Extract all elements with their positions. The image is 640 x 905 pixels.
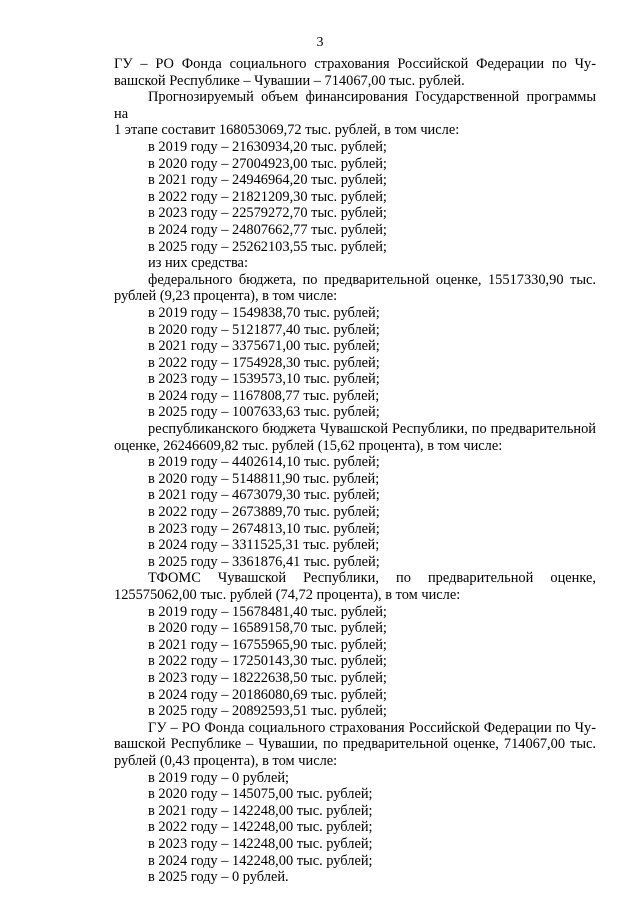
text-line: оценке, 26246609,82 тыс. рублей (15,62 процента), в том числе:: [114, 437, 503, 454]
text-line: в 2020 году – 5121877,40 тыс. рублей;: [148, 321, 380, 338]
text-line: республиканского бюджета Чувашской Республики, по предварительной: [148, 421, 596, 438]
text-line: в 2020 году – 5148811,90 тыс. рублей;: [148, 470, 380, 487]
page-number: 3: [316, 35, 324, 50]
text-line: в 2024 году – 142248,00 тыс. рублей;: [148, 852, 373, 869]
text-line: в 2020 году – 145075,00 тыс. рублей;: [148, 786, 373, 803]
text-line: в 2022 году – 1754928,30 тыс. рублей;: [148, 354, 380, 371]
text-line: в 2024 году – 1167808,77 тыс. рублей;: [148, 387, 380, 404]
text-line: в 2021 году – 4673079,30 тыс. рублей;: [148, 487, 380, 504]
text-line: вашской Республике – Чувашии – 714067,00 тыс. рублей.: [114, 72, 465, 89]
text-line: в 2019 году – 15678481,40 тыс. рублей;: [148, 603, 387, 620]
text-line: из них средства:: [148, 255, 248, 272]
text-line: в 2025 году – 3361876,41 тыс. рублей;: [148, 553, 380, 570]
text-line: ТФОМС Чувашской Республики, по предварительной оценке,: [148, 570, 596, 587]
text-line: в 2023 году – 1539573,10 тыс. рублей;: [148, 371, 380, 388]
text-line: в 2022 году – 142248,00 тыс. рублей;: [148, 819, 373, 836]
text-line: в 2024 году – 20186080,69 тыс. рублей;: [148, 686, 387, 703]
text-line: в 2025 году – 25262103,55 тыс. рублей;: [148, 238, 387, 255]
text-line: в 2025 году – 0 рублей.: [148, 869, 289, 886]
text-line: Прогнозируемый объем финансирования Государственной программы на: [114, 89, 596, 122]
text-line: в 2020 году – 27004923,00 тыс. рублей;: [148, 155, 387, 172]
text-line: 1 этапе составит 168053069,72 тыс. рублей, в том числе:: [114, 122, 460, 139]
text-line: федерального бюджета, по предварительной оценке, 15517330,90 тыс.: [148, 271, 596, 288]
text-line: в 2024 году – 24807662,77 тыс. рублей;: [148, 221, 387, 238]
text-line: в 2021 году – 24946964,20 тыс. рублей;: [148, 172, 387, 189]
text-line: в 2025 году – 20892593,51 тыс. рублей;: [148, 703, 387, 720]
text-line: в 2022 году – 17250143,30 тыс. рублей;: [148, 653, 387, 670]
text-line: в 2023 году – 18222638,50 тыс. рублей;: [148, 669, 387, 686]
text-line: в 2025 году – 1007633,63 тыс. рублей;: [148, 404, 380, 421]
text-line: в 2023 году – 22579272,70 тыс. рублей;: [148, 205, 387, 222]
text-line: в 2023 году – 2674813,10 тыс. рублей;: [148, 520, 380, 537]
text-line: в 2024 году – 3311525,31 тыс. рублей;: [148, 537, 380, 554]
text-line: в 2020 году – 16589158,70 тыс. рублей;: [148, 620, 387, 637]
text-line: в 2022 году – 21821209,30 тыс. рублей;: [148, 188, 387, 205]
text-line: вашской Республике – Чувашии, по предварительной оценке, 714067,00 тыс.: [114, 736, 596, 753]
document-body: [114, 56, 596, 886]
text-line: рублей (9,23 процента), в том числе:: [114, 288, 338, 305]
text-line: ГУ – РО Фонда социального страхования Российской Федерации по Чу-: [148, 719, 596, 736]
text-line: в 2021 году – 16755965,90 тыс. рублей;: [148, 636, 387, 653]
text-line: в 2021 году – 142248,00 тыс. рублей;: [148, 802, 373, 819]
text-line: рублей (0,43 процента), в том числе:: [114, 752, 338, 769]
text-line: в 2019 году – 0 рублей;: [148, 769, 290, 786]
text-line: в 2019 году – 1549838,70 тыс. рублей;: [148, 304, 380, 321]
text-line: 125575062,00 тыс. рублей (74,72 процента), в том числе:: [114, 587, 461, 603]
text-line: в 2019 году – 4402614,10 тыс. рублей;: [148, 454, 380, 471]
text-line: в 2022 году – 2673889,70 тыс. рублей;: [148, 504, 380, 521]
text-line: в 2021 году – 3375671,00 тыс. рублей;: [148, 338, 380, 355]
text-line: ГУ – РО Фонда социального страхования Российской Федерации по Чу-: [114, 56, 596, 72]
text-line: в 2019 году – 21630934,20 тыс. рублей;: [148, 138, 387, 155]
text-line: в 2023 году – 142248,00 тыс. рублей;: [148, 835, 373, 852]
